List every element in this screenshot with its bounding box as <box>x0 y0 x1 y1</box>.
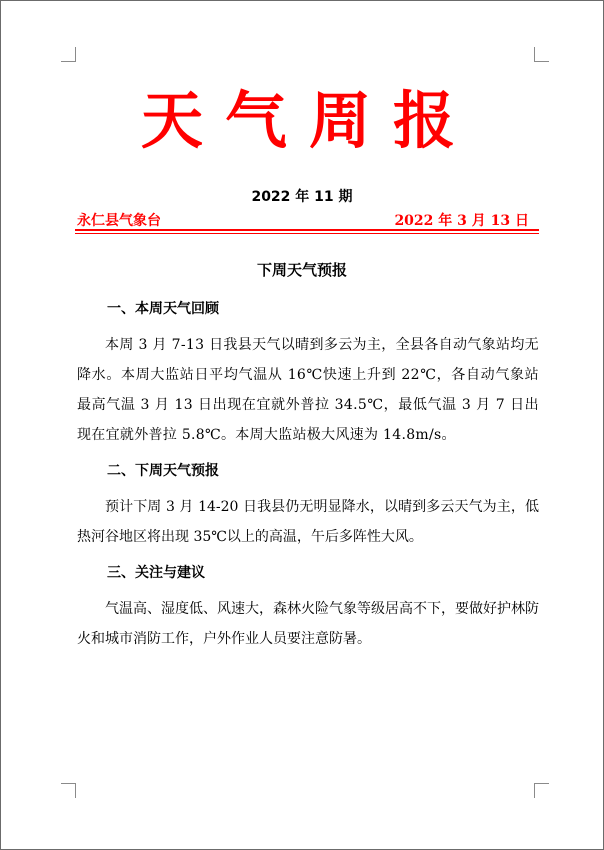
margin-corner-top-right <box>534 47 549 62</box>
section-text-advice: 气温高、湿度低、风速大，森林火险气象等级居高不下，要做好护林防火和城市消防工作，户外作业人员要注意防暑。 <box>77 601 539 647</box>
issuing-organization: 永仁县气象台 <box>77 213 161 229</box>
margin-corner-bottom-left <box>61 783 76 798</box>
dateline <box>77 210 537 228</box>
section-heading-advice: 三、关注与建议 <box>107 565 205 581</box>
document-title: 下周天气预报 <box>256 261 347 279</box>
red-rule-thick <box>75 229 539 231</box>
document-body <box>77 294 539 660</box>
red-rule-thin <box>75 233 539 234</box>
section-text-review: 本周 3 月 7-13 日我县天气以晴到多云为主，全县各自动气象站均无降水。本周大监站日平均气温从 16℃快速上升到 22℃，各自动气象站最高气温 3 月 13 日出现在宜就外普拉 34.5℃，最低气温 3 月 7 日出现在宜就外普拉 5.8℃。本周大监站极大风速为 14.8m/s。 <box>77 337 539 443</box>
margin-corner-top-left <box>61 47 76 62</box>
issue-date: 2022 年 3 月 13 日 <box>394 213 529 229</box>
masthead-title: 天气周报 <box>140 84 477 157</box>
margin-corner-bottom-right <box>534 783 549 798</box>
section-text-forecast: 预计下周 3 月 14-20 日我县仍无明显降水，以晴到多云天气为主，低热河谷地区将出现 35℃以上的高温，午后多阵性大风。 <box>77 499 539 545</box>
issue-number: 2022 年 11 期 <box>251 189 353 205</box>
section-heading-forecast: 二、下周天气预报 <box>107 463 219 479</box>
section-heading-review: 一、本周天气回顾 <box>107 301 219 317</box>
